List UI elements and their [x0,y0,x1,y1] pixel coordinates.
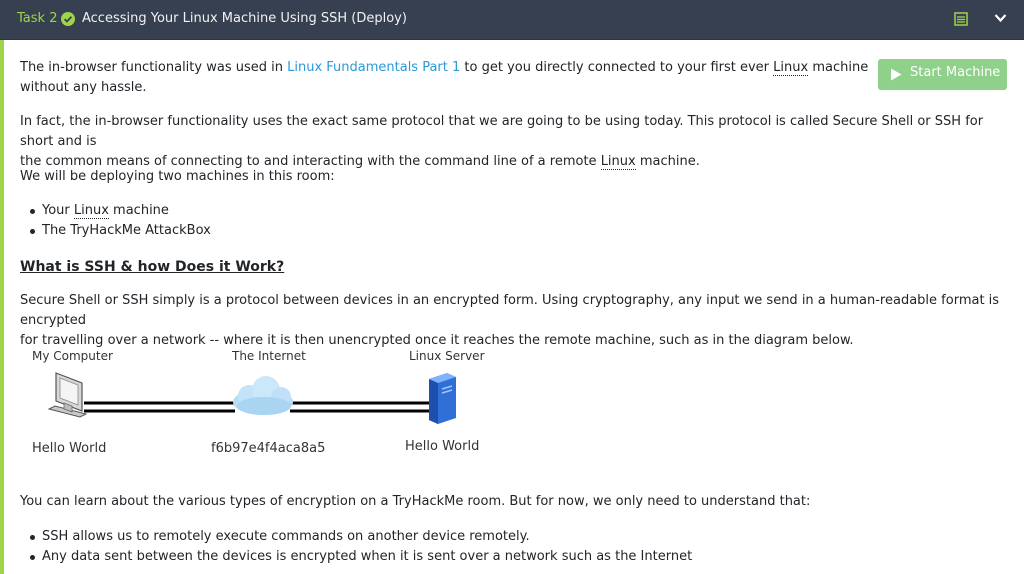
linux-abbr: Linux [773,60,809,75]
list-item: The TryHackMe AttackBox [42,221,211,241]
ssh-explanation-paragraph: Secure Shell or SSH simply is a protocol between devices in an encrypted form. Using cryptography, any input we send in a human-readable format is encrypted for travelling over a network -- where it is then unencrypted once it reaches the remote machine, such as in the diagram below. [20,293,1000,348]
play-icon [890,68,902,81]
my-computer-label: My Computer [32,349,113,363]
task-accent-bar [0,40,4,574]
deploy-paragraph: We will be deploying two machines in this room: [20,169,335,184]
intro-paragraph: The in-browser functionality was used in Linux Fundamentals Part 1 to get you directly connected to your first ever Linux machine without any hassle. [20,60,869,95]
list-icon[interactable] [954,12,968,26]
task-title: Accessing Your Linux Machine Using SSH (Deploy) [82,11,407,26]
plaintext-right: Hello World [405,439,480,454]
list-item: Your Linux machine [42,201,169,221]
server-icon [429,373,456,424]
plaintext-left: Hello World [32,441,107,456]
computer-icon [49,373,86,417]
internet-label: The Internet [232,349,306,363]
chevron-down-icon[interactable] [994,13,1007,23]
protocol-paragraph: In fact, the in-browser functionality uses the exact same protocol that we are going to be using today. This protocol is called Secure Shell or SSH for short and is the common means of connecting to and interacting with the command line of a remote Linux machine. [20,114,984,169]
start-machine-button[interactable] [878,59,1007,90]
list-item: SSH allows us to remotely execute commands on another device remotely. [42,527,530,547]
section-heading: What is SSH & how Does it Work? [20,259,285,275]
encryption-paragraph: You can learn about the various types of encryption on a TryHackMe room. But for now, we only need to understand that: [20,494,811,509]
task-number: Task 2 [17,11,58,26]
cloud-icon [233,376,293,415]
linux-fundamentals-link[interactable]: Linux Fundamentals Part 1 [287,60,461,75]
start-machine-label: Start Machine [910,65,1001,80]
task-header[interactable] [0,0,1024,40]
server-label: Linux Server [409,349,485,363]
linux-abbr: Linux [600,154,636,169]
ssh-diagram [20,345,490,460]
ciphertext: f6b97e4f4aca8a5 [211,441,326,456]
list-item: Any data sent between the devices is encrypted when it is sent over a network such as the Internet [42,547,692,567]
check-circle-icon [61,12,75,26]
